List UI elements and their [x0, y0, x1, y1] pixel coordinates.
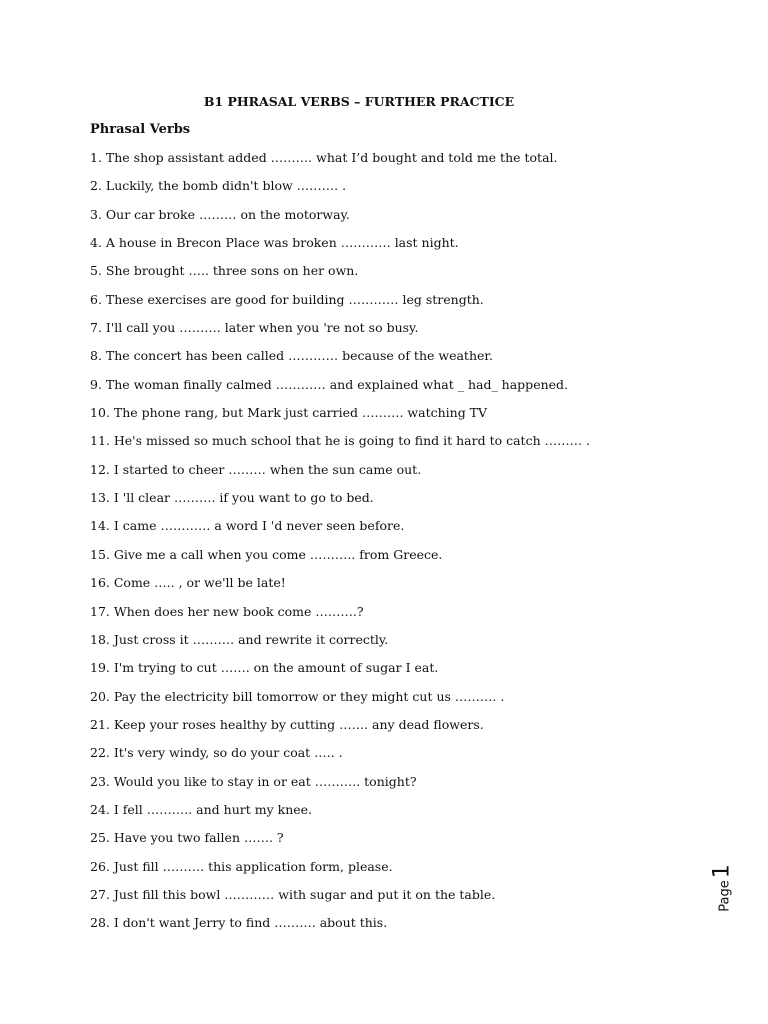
question-item: 13. I 'll clear ………. if you want to go to bed.: [90, 490, 374, 506]
section-heading: Phrasal Verbs: [90, 122, 191, 137]
question-item: 16. Come ….. , or we'll be late!: [90, 575, 286, 591]
question-item: 8. The concert has been called ………… because of the weather.: [90, 348, 493, 364]
question-item: 10. The phone rang, but Mark just carried ………. watching TV: [90, 405, 488, 421]
question-item: 7. I'll call you ………. later when you 're not so busy.: [90, 320, 419, 336]
question-item: 18. Just cross it ………. and rewrite it correctly.: [90, 631, 389, 647]
question-item: 3. Our car broke ……… on the motorway.: [90, 206, 350, 222]
question-item: 25. Have you two fallen ……. ?: [90, 830, 284, 846]
question-list: [90, 149, 590, 943]
question-item: 5. She brought ….. three sons on her own.: [90, 263, 359, 279]
question-item: 14. I came ………… a word I 'd never seen before.: [90, 518, 405, 534]
question-item: 27. Just fill this bowl ………… with sugar and put it on the table.: [90, 886, 496, 902]
question-item: 26. Just fill ………. this application form, please.: [90, 858, 393, 874]
page-number-footer: [708, 862, 736, 914]
question-item: 1. The shop assistant added ………. what I’d bought and told me the total.: [90, 150, 558, 165]
question-item: 4. A house in Brecon Place was broken ………… last night.: [90, 235, 459, 251]
question-item: 15. Give me a call when you come ……….. from Greece.: [90, 546, 443, 562]
page-label: Page: [717, 880, 733, 912]
question-item: 21. Keep your roses healthy by cutting ……. any dead flowers.: [90, 716, 484, 732]
question-item: 6. These exercises are good for building ………… leg strength.: [90, 291, 484, 307]
question-item: 2. Luckily, the bomb didn't blow ………. .: [90, 178, 347, 194]
question-item: 24. I fell ……….. and hurt my knee.: [90, 801, 313, 817]
question-item: 22. It's very windy, so do your coat ….. .: [90, 745, 343, 761]
question-item: 17. When does her new book come ……….?: [90, 603, 364, 619]
question-item: 19. I'm trying to cut ……. on the amount of sugar I eat.: [90, 660, 439, 676]
page-title: B1 PHRASAL VERBS – FURTHER PRACTICE: [203, 94, 515, 109]
question-item: 23. Would you like to stay in or eat ……….. tonight?: [90, 773, 417, 789]
question-item: 12. I started to cheer ……… when the sun came out.: [90, 461, 422, 477]
question-item: 28. I don't want Jerry to find ………. about this.: [90, 915, 388, 931]
question-item: 20. Pay the electricity bill tomorrow or they might cut us ………. .: [90, 688, 505, 704]
question-item: 11. He's missed so much school that he is going to find it hard to catch ……… .: [90, 433, 591, 449]
page-number: 1: [709, 864, 735, 879]
question-item: 9. The woman finally calmed ………… and explained what _ had_ happened.: [90, 376, 569, 392]
